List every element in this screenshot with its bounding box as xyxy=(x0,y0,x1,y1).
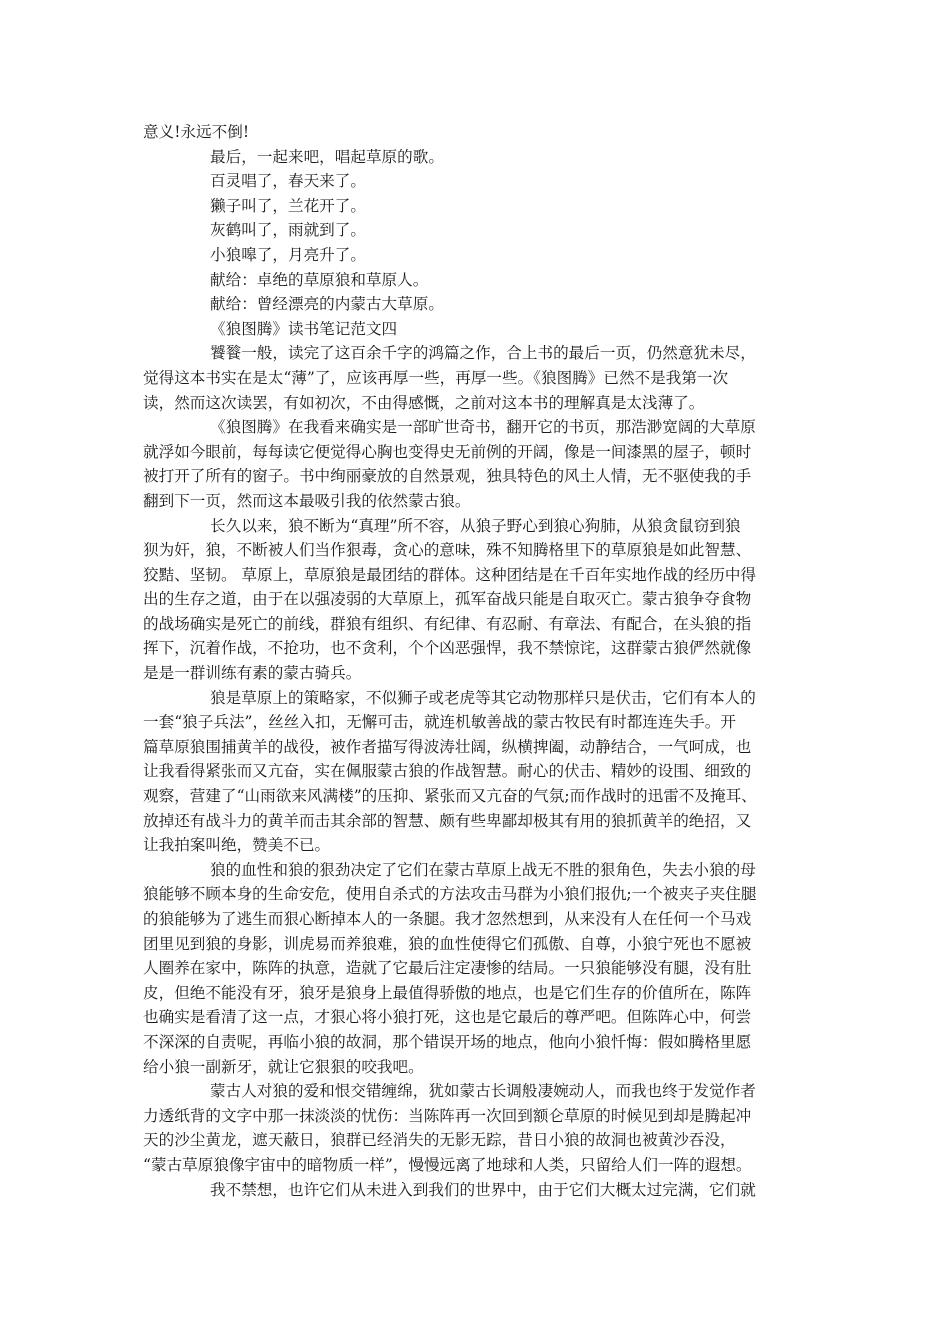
paragraph-line: 让我拍案叫绝，赞美不已。 xyxy=(143,836,331,855)
paragraph-line: “蒙古草原狼像宇宙中的暗物质一样”，慢慢远离了地球和人类，只留给人们一阵的遐想。 xyxy=(143,1155,752,1174)
poem-line: 灰鹤叫了，雨就到了。 xyxy=(210,221,366,240)
paragraph-line: 饕餮一般，读完了这百余千字的鸿篇之作，合上书的最后一页，仍然意犹未尽， xyxy=(210,344,756,363)
paragraph-line: 是是一群训练有素的蒙古骑兵。 xyxy=(143,664,362,683)
paragraph-line: 狼能够不顾本身的生命安危，使用自杀式的方法攻击马群为小狼们报仇;一个被夹子夹住腿 xyxy=(143,885,757,904)
poem-line: 獭子叫了，兰花开了。 xyxy=(210,196,366,215)
paragraph-7 xyxy=(143,1178,809,1203)
paragraph-line: 蒙古人对狼的爱和恨交错缠绵，犹如蒙古长调般凄婉动人，而我也终于发觉作者 xyxy=(210,1082,756,1101)
paragraph-line: 就浮如今眼前，每每读它便觉得心胸也变得史无前例的开阔，像是一间漆黑的屋子，顿时 xyxy=(143,442,752,461)
paragraph-6 xyxy=(143,1079,809,1177)
poem-line: 百灵唱了，春天来了。 xyxy=(210,172,366,191)
paragraph-line: 狈为奸，狼，不断被人们当作狠毒，贪心的意味，殊不知腾格里下的草原狼是如此智慧、 xyxy=(143,541,752,560)
paragraph-line: 天的沙尘黄龙，遮天蔽日，狼群已经消失的无影无踪，昔日小狼的故洞也被黄沙吞没， xyxy=(143,1131,736,1150)
paragraph-line: 放掉还有战斗力的黄羊而击其余部的智慧、颇有些卑鄙却极其有用的狼抓黄羊的绝招，又 xyxy=(143,811,752,830)
paragraph-line: 翻到下一页，然而这本最吸引我的依然蒙古狼。 xyxy=(143,491,471,510)
paragraph-line: 力透纸背的文字中那一抹淡淡的忧伤：当陈阵再一次回到额仑草原的时候见到却是腾起冲 xyxy=(143,1106,752,1125)
paragraph-3 xyxy=(143,514,809,686)
paragraph-line: 篇草原狼围捕黄羊的战役，被作者描写得波涛壮阔，纵横捭阖，动静结合，一气呵成，也 xyxy=(143,737,752,756)
document-body xyxy=(143,120,809,1202)
dedication-line: 献给：卓绝的草原狼和草原人。 xyxy=(210,270,429,289)
paragraph-line: 狼是草原上的策略家，不似狮子或老虎等其它动物那样只是伏击，它们有本人的 xyxy=(210,688,756,707)
paragraph-line: 也确实是看清了这一点，才狠心将小狼打死，这也是它最后的尊严吧。但陈阵心中，何尝 xyxy=(143,1008,752,1027)
paragraph-line: 团里见到狼的身影，训虎易而养狼难，狼的血性使得它们孤傲、自尊，小狼宁死也不愿被 xyxy=(143,934,752,953)
paragraph-line: 让我看得紧张而又亢奋，实在佩服蒙古狼的作战智慧。耐心的伏击、精妙的设围、细致的 xyxy=(143,762,752,781)
poem-closing-line: 意义!永远不倒! xyxy=(143,123,250,141)
poem-line: 小狼嗥了，月亮升了。 xyxy=(210,245,366,264)
paragraph-line: 观察，营建了“山雨欲来风满楼”的压抑、紧张而又亢奋的气氛;而作战时的迅雷不及掩耳、 xyxy=(143,787,757,806)
paragraph-line: 我不禁想，也许它们从未进入到我们的世界中，由于它们大概太过完满，它们就 xyxy=(210,1180,756,1199)
paragraph-line: 出的生存之道，由于在以强凌弱的大草原上，孤军奋战只能是自取灭亡。蒙古狼争夺食物 xyxy=(143,590,752,609)
paragraph-line: 一套“狼子兵法”，丝丝入扣，无懈可击，就连机敏善战的蒙古牧民有时都连连失手。开 xyxy=(143,713,736,732)
paragraph-2 xyxy=(143,415,809,513)
poem-line: 最后，一起来吧，唱起草原的歌。 xyxy=(210,147,444,166)
paragraph-line: 皮，但绝不能没有牙，狼牙是狼身上最值得骄傲的地点，也是它们生存的价值所在，陈阵 xyxy=(143,983,752,1002)
section-title: 《狼图腾》读书笔记范文四 xyxy=(210,319,398,338)
paragraph-line: 挥下，沉着作战，不抢功，也不贪利，个个凶恶强悍，我不禁惊诧，这群蒙古狼俨然就像 xyxy=(143,639,752,658)
paragraph-4 xyxy=(143,686,809,858)
paragraph-line: 狡黠、坚韧。 草原上，草原狼是最团结的群体。这种团结是在千百年实地作战的经历中得 xyxy=(143,565,757,584)
paragraph-line: 的狼能够为了逃生而狠心断掉本人的一条腿。我才忽然想到，从来没有人在任何一个马戏 xyxy=(143,910,752,928)
paragraph-line: 被打开了所有的窗子。书中绚丽豪放的自然景观，独具特色的风土人情，无不驱使我的手 xyxy=(143,467,752,486)
paragraph-line: 给小狼一副新牙，就让它狠狠的咬我吧。 xyxy=(143,1057,424,1076)
paragraph-5 xyxy=(143,858,809,1079)
paragraph-line: 《狼图腾》在我看来确实是一部旷世奇书，翻开它的书页，那浩渺宽阔的大草原 xyxy=(210,418,756,437)
paragraph-line: 的战场确实是死亡的前线，群狼有组织、有纪律、有忍耐、有章法、有配合，在头狼的指 xyxy=(143,614,752,633)
paragraph-1 xyxy=(143,341,809,415)
dedication-line: 献给：曾经漂亮的内蒙古大草原。 xyxy=(210,295,444,314)
paragraph-line: 人圈养在家中，陈阵的执意，造就了它最后注定凄惨的结局。一只狼能够没有腿，没有肚 xyxy=(143,959,752,978)
paragraph-line: 读，然而这次读罢，有如初次，不由得感慨，之前对这本书的理解真是太浅薄了。 xyxy=(143,393,705,412)
paragraph-line: 不深深的自责呢，再临小狼的故洞，那个错误开场的地点，他向小狼忏悔：假如腾格里愿 xyxy=(143,1032,752,1051)
paragraph-line: 狼的血性和狼的狠劲决定了它们在蒙古草原上战无不胜的狠角色，失去小狼的母 xyxy=(210,860,756,879)
paragraph-line: 长久以来，狼不断为“真理”所不容，从狼子野心到狼心狗肺，从狼贪鼠窃到狼 xyxy=(210,516,741,535)
paragraph-line: 觉得这本书实在是太“薄”了，应该再厚一些，再厚一些。《狼图腾》已然不是我第一次 xyxy=(143,368,729,387)
